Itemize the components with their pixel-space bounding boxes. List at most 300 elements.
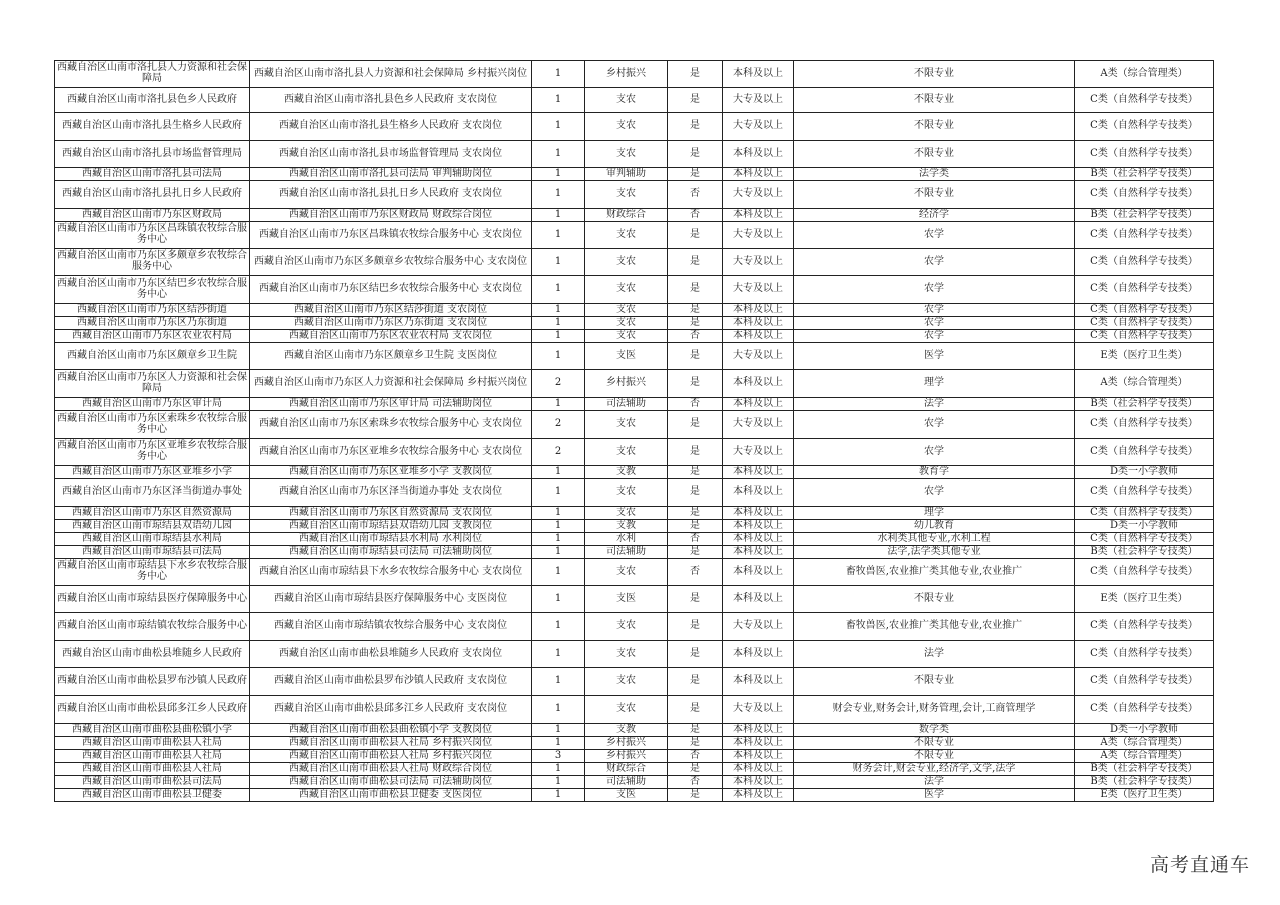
- exam-category-cell: A类（综合管理类）: [1075, 370, 1214, 398]
- headcount-cell: 1: [532, 776, 585, 789]
- employer-cell: 西藏自治区山南市洛扎县色乡人民政府: [55, 88, 250, 113]
- education-cell: 本科及以上: [723, 330, 794, 343]
- position-cell: 西藏自治区山南市乃东区人力资源和社会保障局 乡村振兴岗位: [250, 370, 532, 398]
- service-flag-cell: 是: [668, 113, 723, 141]
- headcount-cell: 1: [532, 181, 585, 209]
- position-type-cell: 支农: [585, 181, 668, 209]
- education-cell: 本科及以上: [723, 546, 794, 559]
- service-flag-cell: 是: [668, 343, 723, 370]
- major-cell: 法学,法学类其他专业: [794, 546, 1075, 559]
- position-cell: 西藏自治区山南市乃东区多颇章乡农牧综合服务中心 支农岗位: [250, 249, 532, 276]
- employer-cell: 西藏自治区山南市乃东区泽当街道办事处: [55, 479, 250, 507]
- major-cell: 医学: [794, 789, 1075, 802]
- position-cell: 西藏自治区山南市曲松县罗布沙镇人民政府 支农岗位: [250, 668, 532, 696]
- service-flag-cell: 否: [668, 533, 723, 546]
- position-cell: 西藏自治区山南市乃东区自然资源局 支农岗位: [250, 507, 532, 520]
- education-cell: 本科及以上: [723, 763, 794, 776]
- education-cell: 大专及以上: [723, 439, 794, 466]
- education-cell: 本科及以上: [723, 668, 794, 696]
- employer-cell: 西藏自治区山南市曲松县罗布沙镇人民政府: [55, 668, 250, 696]
- major-cell: 农学: [794, 304, 1075, 317]
- service-flag-cell: 否: [668, 398, 723, 411]
- service-flag-cell: 是: [668, 168, 723, 181]
- position-type-cell: 支医: [585, 789, 668, 802]
- education-cell: 本科及以上: [723, 466, 794, 479]
- headcount-cell: 1: [532, 586, 585, 613]
- position-type-cell: 司法辅助: [585, 398, 668, 411]
- position-type-cell: 支农: [585, 411, 668, 439]
- education-cell: 本科及以上: [723, 641, 794, 668]
- education-cell: 本科及以上: [723, 398, 794, 411]
- service-flag-cell: 是: [668, 141, 723, 168]
- major-cell: 不限专业: [794, 181, 1075, 209]
- headcount-cell: 1: [532, 724, 585, 737]
- employer-cell: 西藏自治区山南市曲松县曲松镇小学: [55, 724, 250, 737]
- exam-category-cell: E类（医疗卫生类）: [1075, 586, 1214, 613]
- exam-category-cell: C类（自然科学专技类）: [1075, 479, 1214, 507]
- major-cell: 农学: [794, 411, 1075, 439]
- service-flag-cell: 是: [668, 479, 723, 507]
- position-cell: 西藏自治区山南市乃东区结莎街道 支农岗位: [250, 304, 532, 317]
- major-cell: 畜牧兽医,农业推广类其他专业,农业推广: [794, 559, 1075, 586]
- position-cell: 西藏自治区山南市曲松县人社局 财政综合岗位: [250, 763, 532, 776]
- headcount-cell: 1: [532, 168, 585, 181]
- employer-cell: 西藏自治区山南市乃东区亚堆乡小学: [55, 466, 250, 479]
- major-cell: 不限专业: [794, 586, 1075, 613]
- position-cell: 西藏自治区山南市琼结县司法局 司法辅助岗位: [250, 546, 532, 559]
- major-cell: 农学: [794, 330, 1075, 343]
- position-type-cell: 司法辅助: [585, 546, 668, 559]
- exam-category-cell: C类（自然科学专技类）: [1075, 668, 1214, 696]
- headcount-cell: 1: [532, 276, 585, 304]
- service-flag-cell: 是: [668, 724, 723, 737]
- position-cell: 西藏自治区山南市乃东区亚堆乡小学 支教岗位: [250, 466, 532, 479]
- position-cell: 西藏自治区山南市乃东区泽当街道办事处 支农岗位: [250, 479, 532, 507]
- major-cell: 法学: [794, 398, 1075, 411]
- headcount-cell: 2: [532, 411, 585, 439]
- position-cell: 西藏自治区山南市洛扎县色乡人民政府 支农岗位: [250, 88, 532, 113]
- employer-cell: 西藏自治区山南市乃东区颇章乡卫生院: [55, 343, 250, 370]
- exam-category-cell: D类一小学教师: [1075, 724, 1214, 737]
- headcount-cell: 1: [532, 113, 585, 141]
- education-cell: 大专及以上: [723, 696, 794, 724]
- education-cell: 本科及以上: [723, 141, 794, 168]
- education-cell: 大专及以上: [723, 613, 794, 641]
- major-cell: 农学: [794, 317, 1075, 330]
- table-row: [55, 181, 1214, 209]
- table-row: [55, 520, 1214, 533]
- table-row: [55, 209, 1214, 222]
- service-flag-cell: 是: [668, 276, 723, 304]
- table-row: [55, 398, 1214, 411]
- service-flag-cell: 是: [668, 249, 723, 276]
- position-type-cell: 司法辅助: [585, 776, 668, 789]
- headcount-cell: 1: [532, 330, 585, 343]
- major-cell: 法学: [794, 641, 1075, 668]
- exam-category-cell: C类（自然科学专技类）: [1075, 641, 1214, 668]
- exam-category-cell: E类（医疗卫生类）: [1075, 789, 1214, 802]
- service-flag-cell: 是: [668, 370, 723, 398]
- service-flag-cell: 是: [668, 737, 723, 750]
- education-cell: 大专及以上: [723, 276, 794, 304]
- headcount-cell: 1: [532, 222, 585, 249]
- position-cell: 西藏自治区山南市乃东区审计局 司法辅助岗位: [250, 398, 532, 411]
- major-cell: 农学: [794, 276, 1075, 304]
- table-row: [55, 546, 1214, 559]
- employer-cell: 西藏自治区山南市乃东区财政局: [55, 209, 250, 222]
- headcount-cell: 1: [532, 304, 585, 317]
- position-type-cell: 乡村振兴: [585, 737, 668, 750]
- exam-category-cell: C类（自然科学专技类）: [1075, 276, 1214, 304]
- employer-cell: 西藏自治区山南市乃东区昌珠镇农牧综合服务中心: [55, 222, 250, 249]
- table-row: [55, 330, 1214, 343]
- major-cell: 法学类: [794, 168, 1075, 181]
- major-cell: 不限专业: [794, 750, 1075, 763]
- service-flag-cell: 是: [668, 668, 723, 696]
- table-row: [55, 559, 1214, 586]
- position-type-cell: 支教: [585, 520, 668, 533]
- service-flag-cell: 否: [668, 750, 723, 763]
- headcount-cell: 1: [532, 789, 585, 802]
- headcount-cell: 2: [532, 370, 585, 398]
- exam-category-cell: C类（自然科学专技类）: [1075, 304, 1214, 317]
- employer-cell: 西藏自治区山南市乃东区农业农村局: [55, 330, 250, 343]
- service-flag-cell: 是: [668, 789, 723, 802]
- position-type-cell: 支教: [585, 466, 668, 479]
- position-type-cell: 支农: [585, 141, 668, 168]
- position-cell: 西藏自治区山南市曲松县司法局 司法辅助岗位: [250, 776, 532, 789]
- table-row: [55, 641, 1214, 668]
- position-type-cell: 支医: [585, 343, 668, 370]
- education-cell: 本科及以上: [723, 304, 794, 317]
- employer-cell: 西藏自治区山南市琼结县水利局: [55, 533, 250, 546]
- education-cell: 大专及以上: [723, 343, 794, 370]
- employer-cell: 西藏自治区山南市洛扎县扎日乡人民政府: [55, 181, 250, 209]
- table-row: [55, 113, 1214, 141]
- education-cell: 大专及以上: [723, 113, 794, 141]
- position-cell: 西藏自治区山南市洛扎县人力资源和社会保障局 乡村振兴岗位: [250, 61, 532, 88]
- exam-category-cell: A类（综合管理类）: [1075, 737, 1214, 750]
- employer-cell: 西藏自治区山南市乃东区审计局: [55, 398, 250, 411]
- education-cell: 本科及以上: [723, 586, 794, 613]
- service-flag-cell: 是: [668, 586, 723, 613]
- position-cell: 西藏自治区山南市琼结县下水乡农牧综合服务中心 支农岗位: [250, 559, 532, 586]
- education-cell: 本科及以上: [723, 533, 794, 546]
- headcount-cell: 1: [532, 696, 585, 724]
- exam-category-cell: C类（自然科学专技类）: [1075, 88, 1214, 113]
- position-cell: 西藏自治区山南市乃东区乃东街道 支农岗位: [250, 317, 532, 330]
- service-flag-cell: 是: [668, 61, 723, 88]
- major-cell: 法学: [794, 776, 1075, 789]
- employer-cell: 西藏自治区山南市乃东区自然资源局: [55, 507, 250, 520]
- position-type-cell: 财政综合: [585, 209, 668, 222]
- table-row: [55, 439, 1214, 466]
- major-cell: 不限专业: [794, 61, 1075, 88]
- table-row: [55, 613, 1214, 641]
- education-cell: 本科及以上: [723, 737, 794, 750]
- table-row: [55, 141, 1214, 168]
- major-cell: 教育学: [794, 466, 1075, 479]
- employer-cell: 西藏自治区山南市曲松县人社局: [55, 737, 250, 750]
- exam-category-cell: C类（自然科学专技类）: [1075, 507, 1214, 520]
- major-cell: 不限专业: [794, 141, 1075, 168]
- service-flag-cell: 是: [668, 613, 723, 641]
- headcount-cell: 1: [532, 613, 585, 641]
- position-cell: 西藏自治区山南市洛扎县生格乡人民政府 支农岗位: [250, 113, 532, 141]
- table-row: [55, 61, 1214, 88]
- position-cell: 西藏自治区山南市乃东区颇章乡卫生院 支医岗位: [250, 343, 532, 370]
- exam-category-cell: D类一小学教师: [1075, 520, 1214, 533]
- exam-category-cell: A类（综合管理类）: [1075, 61, 1214, 88]
- headcount-cell: 1: [532, 88, 585, 113]
- exam-category-cell: B类（社会科学专技类）: [1075, 398, 1214, 411]
- position-cell: 西藏自治区山南市乃东区农业农村局 支农岗位: [250, 330, 532, 343]
- position-type-cell: 支医: [585, 586, 668, 613]
- major-cell: 医学: [794, 343, 1075, 370]
- education-cell: 本科及以上: [723, 209, 794, 222]
- education-cell: 本科及以上: [723, 317, 794, 330]
- major-cell: 理学: [794, 507, 1075, 520]
- position-type-cell: 支农: [585, 613, 668, 641]
- headcount-cell: 1: [532, 343, 585, 370]
- service-flag-cell: 是: [668, 507, 723, 520]
- table-row: [55, 586, 1214, 613]
- service-flag-cell: 是: [668, 439, 723, 466]
- position-cell: 西藏自治区山南市乃东区昌珠镇农牧综合服务中心 支农岗位: [250, 222, 532, 249]
- exam-category-cell: C类（自然科学专技类）: [1075, 411, 1214, 439]
- position-cell: 西藏自治区山南市洛扎县市场监督管理局 支农岗位: [250, 141, 532, 168]
- position-cell: 西藏自治区山南市曲松县邱多江乡人民政府 支农岗位: [250, 696, 532, 724]
- table-row: [55, 466, 1214, 479]
- position-type-cell: 支农: [585, 330, 668, 343]
- exam-category-cell: B类（社会科学专技类）: [1075, 168, 1214, 181]
- exam-category-cell: C类（自然科学专技类）: [1075, 222, 1214, 249]
- exam-category-cell: B类（社会科学专技类）: [1075, 763, 1214, 776]
- table-row: [55, 343, 1214, 370]
- major-cell: 不限专业: [794, 113, 1075, 141]
- education-cell: 本科及以上: [723, 776, 794, 789]
- position-cell: 西藏自治区山南市乃东区财政局 财政综合岗位: [250, 209, 532, 222]
- education-cell: 大专及以上: [723, 222, 794, 249]
- employer-cell: 西藏自治区山南市乃东区人力资源和社会保障局: [55, 370, 250, 398]
- table-row: [55, 750, 1214, 763]
- exam-category-cell: B类（社会科学专技类）: [1075, 209, 1214, 222]
- major-cell: 理学: [794, 370, 1075, 398]
- employer-cell: 西藏自治区山南市琼结镇农牧综合服务中心: [55, 613, 250, 641]
- major-cell: 数学类: [794, 724, 1075, 737]
- position-type-cell: 支农: [585, 249, 668, 276]
- education-cell: 大专及以上: [723, 88, 794, 113]
- position-type-cell: 支农: [585, 317, 668, 330]
- employer-cell: 西藏自治区山南市曲松县卫健委: [55, 789, 250, 802]
- exam-category-cell: C类（自然科学专技类）: [1075, 439, 1214, 466]
- service-flag-cell: 是: [668, 222, 723, 249]
- position-cell: 西藏自治区山南市洛扎县司法局 审判辅助岗位: [250, 168, 532, 181]
- headcount-cell: 1: [532, 737, 585, 750]
- headcount-cell: 1: [532, 668, 585, 696]
- table-row: [55, 533, 1214, 546]
- education-cell: 本科及以上: [723, 168, 794, 181]
- headcount-cell: 1: [532, 533, 585, 546]
- employer-cell: 西藏自治区山南市乃东区乃东街道: [55, 317, 250, 330]
- position-cell: 西藏自治区山南市曲松县人社局 乡村振兴岗位: [250, 737, 532, 750]
- position-cell: 西藏自治区山南市曲松县曲松镇小学 支教岗位: [250, 724, 532, 737]
- education-cell: 本科及以上: [723, 507, 794, 520]
- table-row: [55, 276, 1214, 304]
- service-flag-cell: 否: [668, 330, 723, 343]
- service-flag-cell: 是: [668, 88, 723, 113]
- service-flag-cell: 否: [668, 209, 723, 222]
- table-row: [55, 479, 1214, 507]
- service-flag-cell: 是: [668, 763, 723, 776]
- position-cell: 西藏自治区山南市洛扎县扎日乡人民政府 支农岗位: [250, 181, 532, 209]
- exam-category-cell: D类一小学教师: [1075, 466, 1214, 479]
- major-cell: 不限专业: [794, 668, 1075, 696]
- headcount-cell: 1: [532, 507, 585, 520]
- employer-cell: 西藏自治区山南市曲松县司法局: [55, 776, 250, 789]
- service-flag-cell: 是: [668, 466, 723, 479]
- table-row: [55, 249, 1214, 276]
- headcount-cell: 1: [532, 466, 585, 479]
- position-type-cell: 支农: [585, 668, 668, 696]
- exam-category-cell: C类（自然科学专技类）: [1075, 181, 1214, 209]
- exam-category-cell: C类（自然科学专技类）: [1075, 330, 1214, 343]
- employer-cell: 西藏自治区山南市曲松县堆随乡人民政府: [55, 641, 250, 668]
- exam-category-cell: C类（自然科学专技类）: [1075, 613, 1214, 641]
- service-flag-cell: 是: [668, 520, 723, 533]
- employer-cell: 西藏自治区山南市琼结县下水乡农牧综合服务中心: [55, 559, 250, 586]
- major-cell: 畜牧兽医,农业推广类其他专业,农业推广: [794, 613, 1075, 641]
- table-row: [55, 370, 1214, 398]
- major-cell: 农学: [794, 249, 1075, 276]
- service-flag-cell: 是: [668, 304, 723, 317]
- education-cell: 大专及以上: [723, 249, 794, 276]
- position-cell: 西藏自治区山南市乃东区索珠乡农牧综合服务中心 支农岗位: [250, 411, 532, 439]
- major-cell: 农学: [794, 439, 1075, 466]
- major-cell: 水利类其他专业,水利工程: [794, 533, 1075, 546]
- education-cell: 本科及以上: [723, 789, 794, 802]
- position-type-cell: 乡村振兴: [585, 61, 668, 88]
- position-type-cell: 支农: [585, 507, 668, 520]
- position-cell: 西藏自治区山南市曲松县卫健委 支医岗位: [250, 789, 532, 802]
- position-type-cell: 支农: [585, 113, 668, 141]
- service-flag-cell: 是: [668, 317, 723, 330]
- employer-cell: 西藏自治区山南市乃东区结莎街道: [55, 304, 250, 317]
- position-type-cell: 财政综合: [585, 763, 668, 776]
- major-cell: 不限专业: [794, 88, 1075, 113]
- table-row: [55, 222, 1214, 249]
- employer-cell: 西藏自治区山南市乃东区结巴乡农牧综合服务中心: [55, 276, 250, 304]
- employer-cell: 西藏自治区山南市乃东区多颇章乡农牧综合服务中心: [55, 249, 250, 276]
- headcount-cell: 1: [532, 141, 585, 168]
- position-cell: 西藏自治区山南市琼结县水利局 水利岗位: [250, 533, 532, 546]
- employer-cell: 西藏自治区山南市曲松县人社局: [55, 750, 250, 763]
- major-cell: 不限专业: [794, 737, 1075, 750]
- headcount-cell: 1: [532, 559, 585, 586]
- employer-cell: 西藏自治区山南市洛扎县生格乡人民政府: [55, 113, 250, 141]
- exam-category-cell: C类（自然科学专技类）: [1075, 317, 1214, 330]
- position-cell: 西藏自治区山南市曲松县人社局 乡村振兴岗位: [250, 750, 532, 763]
- headcount-cell: 1: [532, 209, 585, 222]
- position-type-cell: 支农: [585, 88, 668, 113]
- education-cell: 本科及以上: [723, 559, 794, 586]
- education-cell: 本科及以上: [723, 61, 794, 88]
- service-flag-cell: 是: [668, 641, 723, 668]
- major-cell: 农学: [794, 222, 1075, 249]
- headcount-cell: 1: [532, 479, 585, 507]
- position-type-cell: 支农: [585, 696, 668, 724]
- education-cell: 大专及以上: [723, 181, 794, 209]
- exam-category-cell: C类（自然科学专技类）: [1075, 559, 1214, 586]
- table-row: [55, 789, 1214, 802]
- table-row: [55, 88, 1214, 113]
- exam-category-cell: A类（综合管理类）: [1075, 750, 1214, 763]
- position-table: [54, 60, 1214, 802]
- headcount-cell: 2: [532, 439, 585, 466]
- employer-cell: 西藏自治区山南市洛扎县市场监督管理局: [55, 141, 250, 168]
- position-type-cell: 支农: [585, 559, 668, 586]
- position-cell: 西藏自治区山南市琼结县双语幼儿园 支教岗位: [250, 520, 532, 533]
- service-flag-cell: 是: [668, 546, 723, 559]
- table-row: [55, 737, 1214, 750]
- employer-cell: 西藏自治区山南市曲松县邱多江乡人民政府: [55, 696, 250, 724]
- education-cell: 大专及以上: [723, 411, 794, 439]
- service-flag-cell: 否: [668, 181, 723, 209]
- position-type-cell: 乡村振兴: [585, 370, 668, 398]
- employer-cell: 西藏自治区山南市洛扎县人力资源和社会保障局: [55, 61, 250, 88]
- position-cell: 西藏自治区山南市乃东区结巴乡农牧综合服务中心 支农岗位: [250, 276, 532, 304]
- employer-cell: 西藏自治区山南市乃东区亚堆乡农牧综合服务中心: [55, 439, 250, 466]
- watermark-text: 高考直通车: [1149, 854, 1250, 876]
- service-flag-cell: 否: [668, 559, 723, 586]
- education-cell: 本科及以上: [723, 520, 794, 533]
- headcount-cell: 1: [532, 641, 585, 668]
- table-row: [55, 763, 1214, 776]
- table-row: [55, 304, 1214, 317]
- major-cell: 幼儿教育: [794, 520, 1075, 533]
- position-cell: 西藏自治区山南市乃东区亚堆乡农牧综合服务中心 支农岗位: [250, 439, 532, 466]
- service-flag-cell: 是: [668, 696, 723, 724]
- table-row: [55, 776, 1214, 789]
- major-cell: 农学: [794, 479, 1075, 507]
- table-row: [55, 317, 1214, 330]
- table-row: [55, 168, 1214, 181]
- table-row: [55, 411, 1214, 439]
- exam-category-cell: E类（医疗卫生类）: [1075, 343, 1214, 370]
- employer-cell: 西藏自治区山南市琼结县医疗保障服务中心: [55, 586, 250, 613]
- exam-category-cell: C类（自然科学专技类）: [1075, 533, 1214, 546]
- exam-category-cell: C类（自然科学专技类）: [1075, 113, 1214, 141]
- position-cell: 西藏自治区山南市琼结县医疗保障服务中心 支医岗位: [250, 586, 532, 613]
- employer-cell: 西藏自治区山南市洛扎县司法局: [55, 168, 250, 181]
- headcount-cell: 1: [532, 249, 585, 276]
- headcount-cell: 3: [532, 750, 585, 763]
- major-cell: 经济学: [794, 209, 1075, 222]
- major-cell: 财会专业,财务会计,财务管理,会计,工商管理学: [794, 696, 1075, 724]
- exam-category-cell: B类（社会科学专技类）: [1075, 776, 1214, 789]
- headcount-cell: 1: [532, 546, 585, 559]
- position-type-cell: 支农: [585, 479, 668, 507]
- exam-category-cell: C类（自然科学专技类）: [1075, 141, 1214, 168]
- table-row: [55, 507, 1214, 520]
- table-row: [55, 724, 1214, 737]
- headcount-cell: 1: [532, 317, 585, 330]
- employer-cell: 西藏自治区山南市琼结县双语幼儿园: [55, 520, 250, 533]
- position-type-cell: 乡村振兴: [585, 750, 668, 763]
- education-cell: 本科及以上: [723, 724, 794, 737]
- employer-cell: 西藏自治区山南市乃东区索珠乡农牧综合服务中心: [55, 411, 250, 439]
- education-cell: 本科及以上: [723, 750, 794, 763]
